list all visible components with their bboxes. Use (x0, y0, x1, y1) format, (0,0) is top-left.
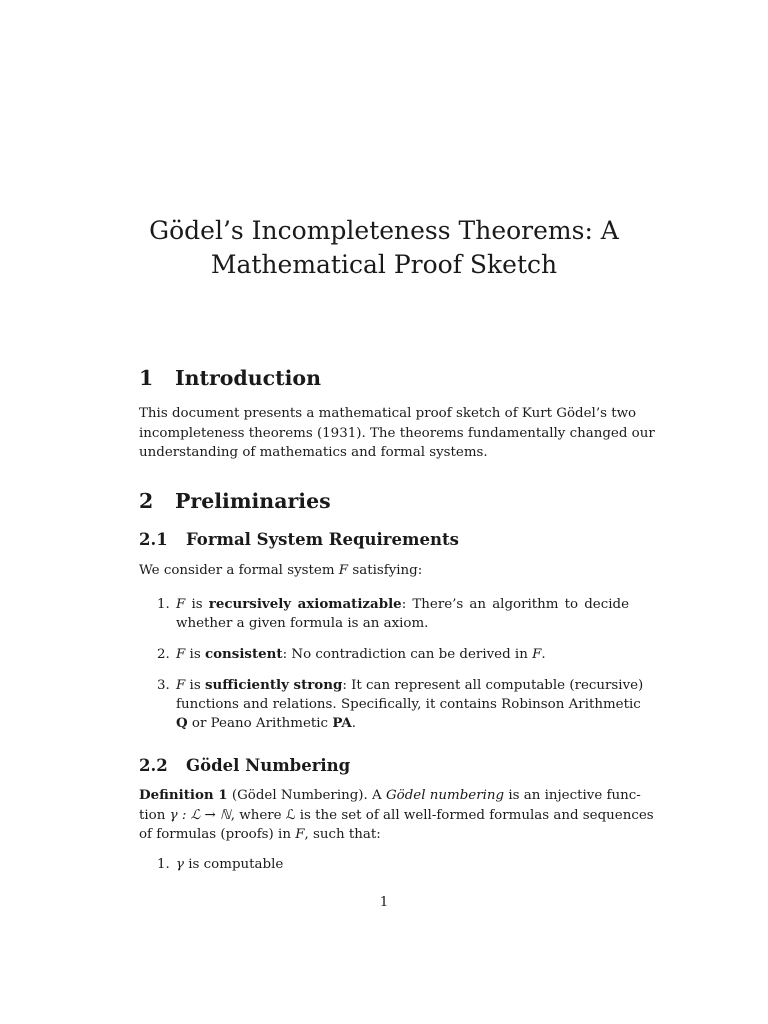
item-line (176, 714, 629, 733)
math-variable: F (176, 678, 186, 693)
text-run: is (185, 597, 209, 612)
item-line: whether a given formula is an axiom. (176, 616, 429, 631)
math-variable: F (176, 597, 186, 612)
section-number: 1 (139, 366, 154, 390)
paragraph-line (139, 561, 629, 581)
definition-name: (Gödel Numbering). (227, 788, 368, 803)
title-line-1: Gödel’s Incompleteness Theorems: A (149, 216, 619, 245)
bold-term: PA (332, 715, 352, 731)
list-item-content (176, 676, 644, 733)
list-item (139, 855, 629, 874)
math-variable: F (295, 827, 305, 842)
section-heading-introduction (139, 365, 321, 391)
text-run: or Peano Arithmetic (187, 716, 333, 731)
list-marker: 3. (157, 678, 170, 693)
text-run: . (351, 716, 357, 731)
text-run: , such that: (304, 827, 381, 842)
math-variable: F (338, 563, 349, 578)
definition-label: Definition 1 (139, 787, 228, 803)
section-heading-preliminaries (139, 488, 331, 514)
text-run: satisfying: (348, 563, 423, 578)
subsection-heading-formal-system (139, 529, 459, 551)
title-line-2: Mathematical Proof Sketch (210, 250, 558, 279)
list-item (139, 676, 644, 733)
text-run: is (185, 647, 205, 662)
bold-term: sufficiently strong (204, 677, 343, 693)
paragraph-line: incompleteness theorems (1931). The theorems fundamentally changed our (139, 425, 655, 441)
subsection-title: Gödel Numbering (186, 756, 351, 775)
math-variable: F (532, 647, 542, 662)
text-run: , where ℒ is the set of all well-formed formulas and sequences (230, 807, 654, 823)
list-marker: 1. (157, 857, 170, 872)
list-item (139, 645, 629, 664)
bold-term: consistent (204, 646, 283, 662)
text-run: is computable (184, 857, 284, 872)
text-run: is an injective func- (504, 788, 641, 803)
introduction-paragraph (139, 404, 655, 463)
text-run: : There’s an algorithm to decide (401, 597, 629, 612)
list-marker: 2. (157, 647, 170, 662)
subsection-title: Formal System Requirements (186, 530, 459, 549)
paper-title (120, 214, 648, 282)
text-run: of formulas (proofs) in (139, 827, 296, 842)
list-item-content (176, 855, 629, 874)
text-run: tion (139, 807, 170, 823)
paragraph-line (139, 806, 654, 826)
math-expression: γ : ℒ → ℕ (169, 807, 231, 823)
subsection-heading-godel-numbering (139, 755, 350, 777)
paragraph-line (139, 786, 641, 806)
text-run: A (367, 788, 386, 803)
subsection-number: 2.2 (139, 756, 168, 775)
definition-godel-numbering (139, 786, 654, 845)
text-run: . (541, 647, 546, 662)
list-item-content (176, 645, 629, 664)
list-item (139, 595, 629, 633)
text-run: : It can represent all computable (recursive) (342, 678, 644, 693)
text-run: We consider a formal system (139, 563, 339, 578)
formal-system-intro (139, 561, 629, 581)
math-variable: F (176, 647, 186, 662)
item-line (176, 855, 629, 874)
page-number: 1 (379, 895, 389, 910)
paragraph-line (139, 825, 629, 845)
math-variable: γ (176, 857, 185, 872)
text-run: is (185, 678, 205, 693)
bold-term: recursively axiomatizable (208, 596, 402, 612)
text-run: : No contradiction can be derived in (282, 647, 533, 662)
defined-term: Gödel numbering (385, 788, 505, 803)
bold-term: Q (176, 715, 188, 731)
paragraph-line: understanding of mathematics and formal systems. (139, 445, 488, 460)
item-line (176, 595, 629, 614)
section-number: 2 (139, 489, 154, 513)
item-line: functions and relations. Specifically, it contains Robinson Arithmetic (176, 697, 641, 712)
list-marker: 1. (157, 597, 170, 612)
subsection-number: 2.1 (139, 530, 168, 549)
paragraph-line: This document presents a mathematical proof sketch of Kurt Gödel’s two (139, 406, 637, 421)
item-line (176, 645, 629, 664)
section-title: Introduction (175, 366, 321, 390)
item-line (176, 676, 644, 695)
section-title: Preliminaries (175, 489, 331, 513)
list-item-content (176, 595, 629, 633)
